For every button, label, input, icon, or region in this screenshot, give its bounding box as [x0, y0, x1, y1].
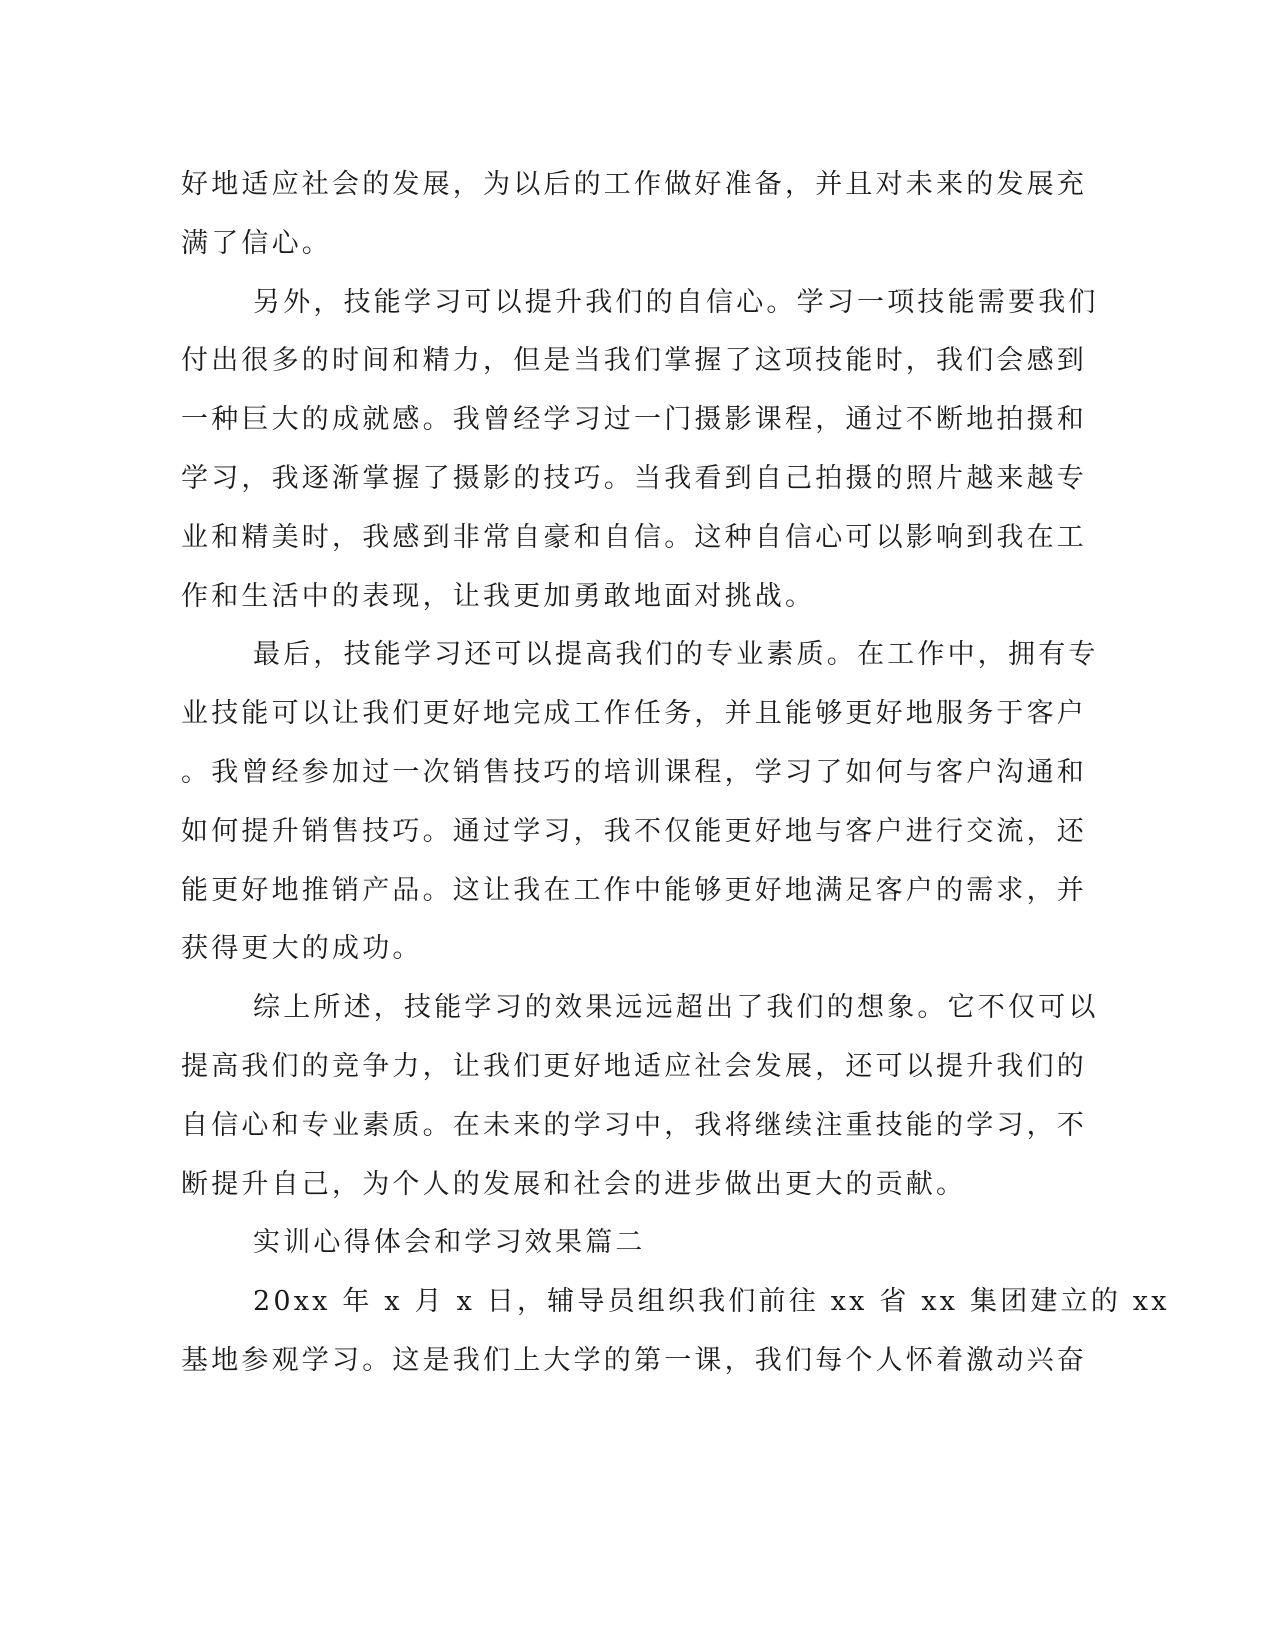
text-line: 提高我们的竞争力，让我们更好地适应社会发展，还可以提升我们的: [181, 1050, 1087, 1082]
section-heading: 实训心得体会和学习效果篇二: [253, 1227, 646, 1259]
text-line: 断提升自己，为个人的发展和社会的进步做出更大的贡献。: [181, 1168, 967, 1200]
document-body: [181, 156, 1170, 1391]
paragraph-start-line: 20xx 年 x 月 x 日，辅导员组织我们前往 xx 省 xx 集团建立的 xx: [253, 1286, 1170, 1318]
text-line: 业技能可以让我们更好地完成工作任务，并且能够更好地服务于客户: [181, 698, 1087, 730]
paragraph-start-line: 最后，技能学习还可以提高我们的专业素质。在工作中，拥有专: [253, 639, 1099, 671]
text-line: 获得更大的成功。: [181, 933, 423, 965]
paragraph-start-line: 另外，技能学习可以提升我们的自信心。学习一项技能需要我们: [253, 286, 1099, 318]
text-line: 如何提升销售技巧。通过学习，我不仅能更好地与客户进行交流，还: [181, 815, 1087, 847]
text-line: 付出很多的时间和精力，但是当我们掌握了这项技能时，我们会感到: [181, 345, 1087, 377]
text-line: 满了信心。: [181, 227, 332, 259]
text-line: 一种巨大的成就感。我曾经学习过一门摄影课程，通过不断地拍摄和: [181, 404, 1087, 436]
text-line: 作和生活中的表现，让我更加勇敢地面对挑战。: [181, 580, 816, 612]
text-line: 基地参观学习。这是我们上大学的第一课，我们每个人怀着激动兴奋: [181, 1344, 1087, 1376]
paragraph-start-line: 综上所述，技能学习的效果远远超出了我们的想象。它不仅可以: [253, 992, 1099, 1024]
text-line: 。我曾经参加过一次销售技巧的培训课程，学习了如何与客户沟通和: [181, 756, 1087, 788]
text-line: 自信心和专业素质。在未来的学习中，我将继续注重技能的学习，不: [181, 1109, 1087, 1141]
text-line: 学习，我逐渐掌握了摄影的技巧。当我看到自己拍摄的照片越来越专: [181, 462, 1087, 494]
text-line: 业和精美时，我感到非常自豪和自信。这种自信心可以影响到我在工: [181, 521, 1087, 553]
text-line: 能更好地推销产品。这让我在工作中能够更好地满足客户的需求，并: [181, 874, 1087, 906]
text-line: 好地适应社会的发展，为以后的工作做好准备，并且对未来的发展充: [181, 169, 1087, 200]
